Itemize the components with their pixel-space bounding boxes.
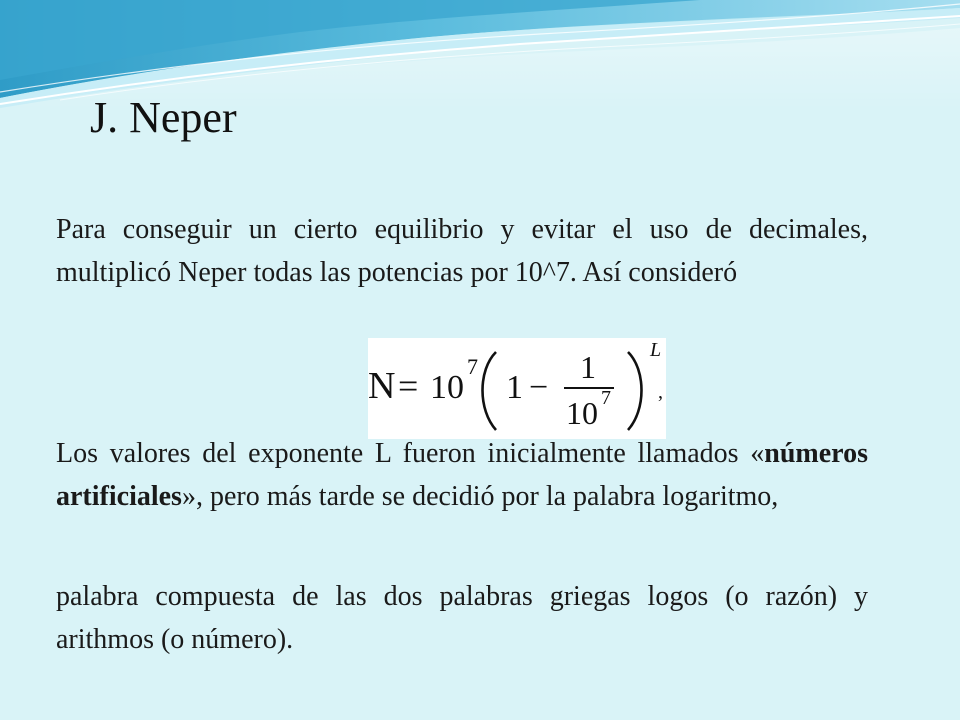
formula-numerator: 1 [580, 349, 596, 385]
formula-base-exponent: 7 [467, 354, 478, 379]
formula-image [368, 338, 666, 439]
paragraph-exponent-end: », pero más tarde se decidió por la palabra logaritmo, [181, 481, 779, 512]
paragraph-exponent-bold: números artificiales [56, 438, 868, 512]
formula-one: 1 [506, 369, 523, 406]
formula-right-paren [628, 352, 642, 430]
formula-denominator-exponent: 7 [601, 387, 611, 409]
formula-denominator: 10 [566, 395, 598, 431]
paragraph-etymology: palabra compuesta de las dos palabras griegas logos (o razón) y arithmos (o número). [56, 581, 868, 655]
paragraph-exponent-start: Los valores del exponente L fueron inicialmente llamados « [56, 438, 765, 469]
formula-trailing-comma: , [658, 381, 663, 403]
paragraph-intro: Para conseguir un cierto equilibrio y evitar el uso de decimales, multiplicó Neper todas las potencias por 10^7. Así consideró [56, 214, 868, 288]
formula-outer-exponent: L [650, 339, 662, 361]
slide-title: J. Neper [90, 93, 237, 142]
formula-minus: − [529, 369, 549, 406]
paragraph-exponent [56, 432, 868, 518]
formula-equals: = [398, 366, 419, 406]
formula-left-paren [483, 352, 497, 430]
formula-lhs: N [368, 365, 396, 407]
formula-base: 10 [430, 369, 464, 406]
